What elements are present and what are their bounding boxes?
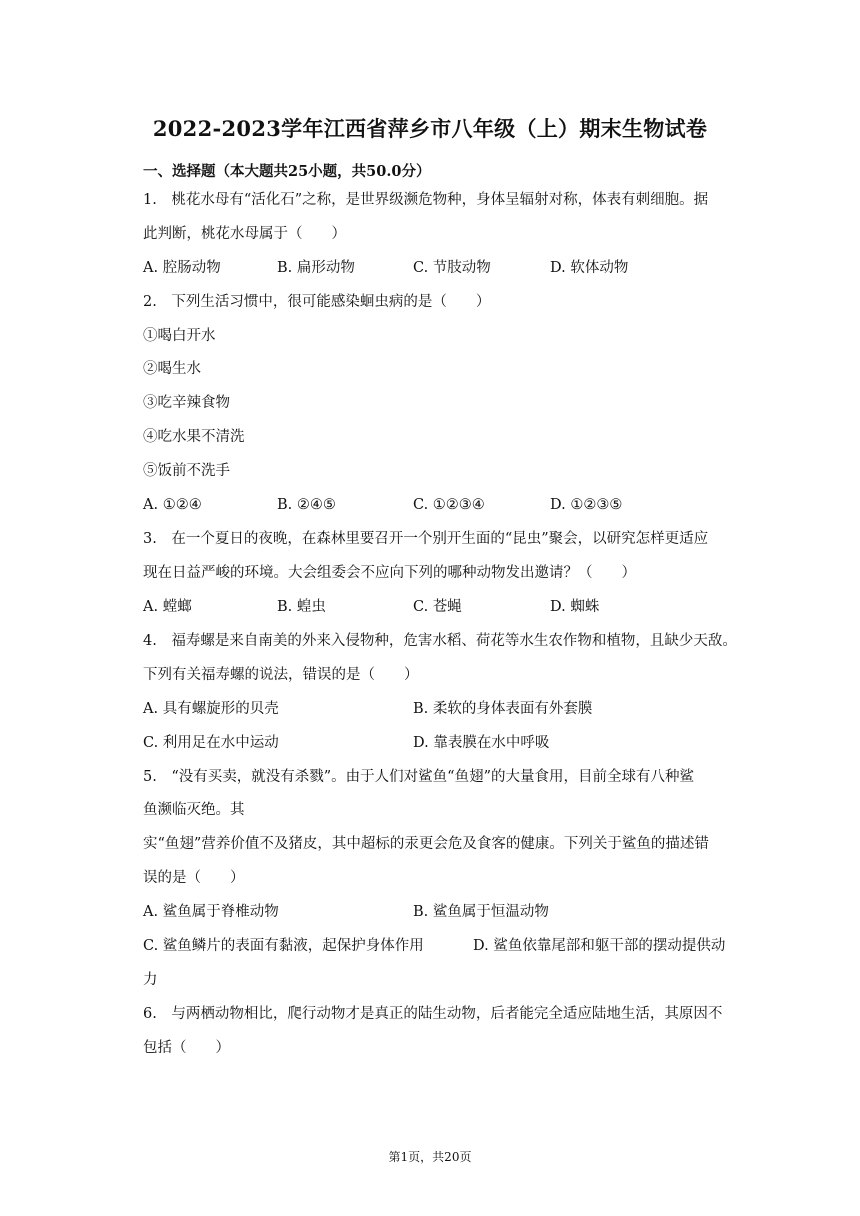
question-4-option-c: C. 利用足在水中运动 [143,735,279,751]
section-heading: 一、选择题（本大题共25小题，共50.0分） [143,163,431,180]
question-3-option-c: C. 苍蝇 [413,599,462,615]
question-2-item-3: ③吃辛辣食物 [143,395,230,411]
question-2-option-d: D. ①②③⑤ [550,497,623,513]
question-1-line-1: 1. 桃花水母有“活化石”之称，是世界级濒危物种，身体呈辐射对称，体表有刺细胞。据 [143,192,709,208]
question-5-line-3: 实“鱼翅”营养价值不及猪皮，其中超标的汞更会危及食客的健康。下列关于鲨鱼的描述错 [143,836,709,852]
question-4-option-a: A. 具有螺旋形的贝壳 [143,701,279,717]
question-2-item-1: ①喝白开水 [143,328,216,344]
question-6-line-2: 包括（ ） [143,1040,230,1056]
question-4-line-1: 4. 福寿螺是来自南美的外来入侵物种，危害水稻、荷花等水生农作物和植物，且缺少天敌。 [143,633,737,649]
question-5-line-2: 鱼濒临灭绝。其 [143,802,245,818]
question-4-option-d: D. 靠表膜在水中呼吸 [413,735,550,751]
question-5-line-1: 5. “没有买卖，就没有杀戮”。由于人们对鲨鱼“鱼翅”的大量食用，目前全球有八种鲨 [143,769,694,785]
question-2-line-1: 2. 下列生活习惯中，很可能感染蛔虫病的是（ ） [143,294,491,310]
question-5-line-4: 误的是（ ） [143,870,245,886]
question-2-option-c: C. ①②③④ [413,497,485,513]
question-4-line-2: 下列有关福寿螺的说法，错误的是（ ） [143,667,419,683]
question-2-item-4: ④吃水果不清洗 [143,429,245,445]
question-6-line-1: 6. 与两栖动物相比，爬行动物才是真正的陆生动物，后者能完全适应陆地生活，其原因不 [143,1006,723,1022]
question-5-option-b: B. 鲨鱼属于恒温动物 [413,904,549,920]
question-4-option-b: B. 柔软的身体表面有外套膜 [413,701,593,717]
question-5-option-d-wrap: 力 [143,972,158,988]
question-3-line-1: 3. 在一个夏日的夜晚，在森林里要召开一个别开生面的“昆虫”聚会，以研究怎样更适应 [143,531,709,547]
question-2-option-a: A. ①②④ [143,497,202,513]
question-5-option-d: D. 鲨鱼依靠尾部和躯干部的摆动提供动 [473,938,726,954]
question-3-option-d: D. 蜘蛛 [550,599,600,615]
question-1-line-2: 此判断，桃花水母属于（ ） [143,226,346,242]
question-1-option-c: C. 节肢动物 [413,260,491,276]
page-footer: 第1页，共20页 [388,1150,472,1164]
question-1-option-d: D. 软体动物 [550,260,629,276]
question-3-option-a: A. 螳螂 [143,599,192,615]
question-1-option-b: B. 扁形动物 [277,260,355,276]
question-2-option-b: B. ②④⑤ [277,497,336,513]
question-1-option-a: A. 腔肠动物 [143,260,221,276]
question-5-option-a: A. 鲨鱼属于脊椎动物 [143,904,279,920]
question-2-item-5: ⑤饭前不洗手 [143,463,230,479]
question-3-line-2: 现在日益严峻的环境。大会组委会不应向下列的哪种动物发出邀请？（ ） [143,565,636,581]
question-5-option-c: C. 鲨鱼鳞片的表面有黏液，起保护身体作用 [143,938,424,954]
question-3-option-b: B. 蝗虫 [277,599,326,615]
exam-title: 2022-2023学年江西省萍乡市八年级（上）期末生物试卷 [152,116,708,141]
question-2-item-2: ②喝生水 [143,361,201,377]
